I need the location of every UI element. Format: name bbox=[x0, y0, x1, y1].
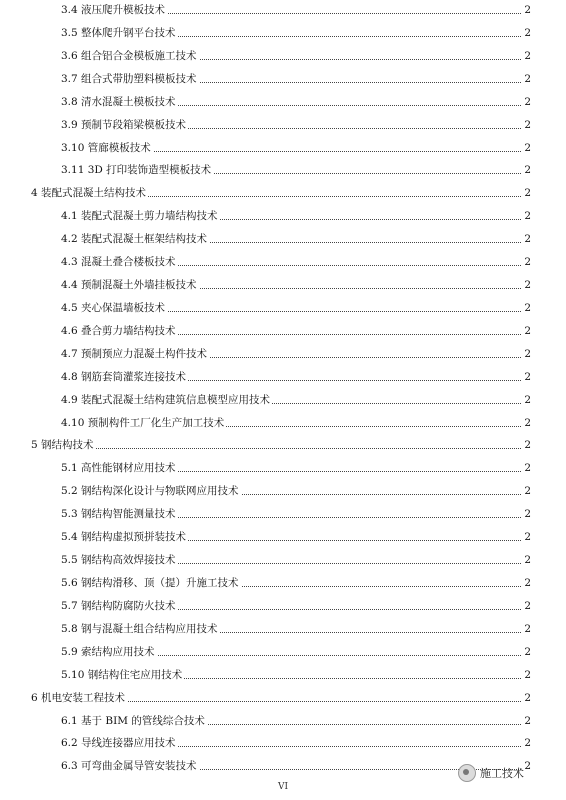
toc-entry-title: 5.4 钢结构虚拟预拼装技术 bbox=[61, 531, 187, 544]
toc-entry[interactable] bbox=[0, 48, 566, 64]
toc-entry-page: 2 bbox=[524, 49, 531, 62]
toc-entry-page: 2 bbox=[524, 531, 531, 544]
toc-entry-title: 5.10 钢结构住宅应用技术 bbox=[61, 668, 183, 681]
toc-entry[interactable] bbox=[0, 735, 566, 751]
toc-entry-page: 2 bbox=[524, 26, 531, 39]
toc-entry-title: 3.9 预制节段箱梁模板技术 bbox=[61, 118, 187, 131]
toc-entry-page: 2 bbox=[524, 439, 531, 452]
toc-entry-page: 2 bbox=[524, 668, 531, 681]
toc-entry[interactable] bbox=[0, 94, 566, 110]
toc-entry-page: 2 bbox=[524, 645, 531, 658]
watermark bbox=[458, 764, 524, 782]
toc-entry[interactable] bbox=[0, 231, 566, 247]
toc-entry-page: 2 bbox=[524, 95, 531, 108]
toc-entry[interactable] bbox=[0, 369, 566, 385]
toc-entry-title: 3.10 管廊模板技术 bbox=[61, 141, 151, 154]
toc-entry-page: 2 bbox=[524, 347, 531, 360]
toc-entry-page: 2 bbox=[524, 554, 531, 567]
toc-leader-dots bbox=[31, 448, 525, 449]
toc-entry-title: 6.1 基于 BIM 的管线综合技术 bbox=[61, 714, 205, 727]
toc-entry-title: 4.5 夹心保温墙板技术 bbox=[61, 301, 166, 314]
toc-entry-title: 3.5 整体爬升钢平台技术 bbox=[61, 26, 176, 39]
toc-entry-page: 2 bbox=[524, 485, 531, 498]
toc-entry-page: 2 bbox=[524, 164, 531, 177]
toc-entry-title: 3.4 液压爬升模板技术 bbox=[61, 4, 166, 16]
toc-entry-page: 2 bbox=[524, 370, 531, 383]
toc-entry-title: 5.7 钢结构防腐防火技术 bbox=[61, 599, 176, 612]
toc-entry[interactable] bbox=[0, 208, 566, 224]
toc-entry-title: 4.9 装配式混凝土结构建筑信息模型应用技术 bbox=[61, 393, 271, 406]
toc-entry[interactable] bbox=[0, 713, 566, 729]
wechat-channel-icon bbox=[458, 764, 476, 782]
toc-entry-page: 2 bbox=[524, 141, 531, 154]
toc-entry[interactable] bbox=[0, 690, 566, 706]
toc-entry-page: 2 bbox=[524, 187, 531, 200]
toc-entry[interactable] bbox=[0, 346, 566, 362]
toc-entry-title: 5.9 索结构应用技术 bbox=[61, 645, 155, 658]
toc-entry-page: 2 bbox=[524, 714, 531, 727]
toc-entry[interactable] bbox=[0, 621, 566, 637]
toc-entry-title: 5.1 高性能钢材应用技术 bbox=[61, 462, 176, 475]
toc-entry[interactable] bbox=[0, 25, 566, 41]
toc-entry[interactable] bbox=[0, 644, 566, 660]
toc-entry-page: 2 bbox=[524, 577, 531, 589]
toc-entry[interactable] bbox=[0, 254, 566, 270]
toc-entry-page: 2 bbox=[524, 210, 531, 223]
toc-entry-page: 2 bbox=[524, 279, 531, 292]
toc-entry[interactable] bbox=[0, 415, 566, 431]
toc-entry-title: 4.7 预制预应力混凝土构件技术 bbox=[61, 347, 208, 360]
toc-entry[interactable] bbox=[0, 323, 566, 339]
toc-entry-title: 3.11 3D 打印装饰造型模板技术 bbox=[61, 164, 212, 177]
toc-entry-page: 2 bbox=[524, 118, 531, 131]
toc-entry-page: 2 bbox=[524, 416, 531, 429]
toc-entry-page: 2 bbox=[524, 691, 531, 704]
toc-entry-title: 6.2 导线连接器应用技术 bbox=[61, 737, 176, 750]
toc-entry-page: 2 bbox=[524, 622, 531, 635]
toc-entry-title: 5.5 钢结构高效焊接技术 bbox=[61, 554, 176, 567]
page-number: VI bbox=[278, 782, 289, 792]
toc-entry-title: 4.8 钢筋套筒灌浆连接技术 bbox=[61, 370, 187, 383]
toc-entry-title: 4.3 混凝土叠合楼板技术 bbox=[61, 256, 176, 269]
toc-entry-page: 2 bbox=[524, 760, 531, 773]
toc-entry[interactable] bbox=[0, 506, 566, 522]
toc-entry[interactable] bbox=[0, 185, 566, 201]
toc-entry-title: 5.6 钢结构滑移、顶（提）升施工技术 bbox=[61, 577, 239, 589]
toc-entry[interactable] bbox=[0, 71, 566, 87]
toc-entry-page: 2 bbox=[524, 256, 531, 269]
toc-entry[interactable] bbox=[0, 300, 566, 316]
toc-entry[interactable] bbox=[0, 552, 566, 568]
toc-entry-page: 2 bbox=[524, 301, 531, 314]
toc-entry[interactable] bbox=[0, 529, 566, 545]
toc-entry-title: 6 机电安装工程技术 bbox=[31, 691, 126, 704]
toc-entry-page: 2 bbox=[524, 72, 531, 85]
toc-entry-title: 4.2 装配式混凝土框架结构技术 bbox=[61, 233, 208, 246]
toc-entry[interactable] bbox=[0, 162, 566, 178]
toc-entry-title: 4.6 叠合剪力墙结构技术 bbox=[61, 324, 176, 337]
watermark-text: 施工技术 bbox=[480, 767, 524, 780]
toc-entry-title: 5 钢结构技术 bbox=[31, 439, 94, 452]
toc-entry[interactable] bbox=[0, 117, 566, 133]
toc-entry[interactable] bbox=[0, 667, 566, 683]
toc-entry[interactable] bbox=[0, 392, 566, 408]
toc-entry-title: 5.3 钢结构智能测量技术 bbox=[61, 508, 176, 521]
toc-entry-page: 2 bbox=[524, 462, 531, 475]
toc-entry-title: 3.7 组合式带肋塑料模板技术 bbox=[61, 72, 197, 85]
toc-entry-page: 2 bbox=[524, 233, 531, 246]
toc-entry-title: 3.8 清水混凝土模板技术 bbox=[61, 95, 176, 108]
toc-entry-title: 5.2 钢结构深化设计与物联网应用技术 bbox=[61, 485, 239, 498]
toc-entry-title: 5.8 钢与混凝土组合结构应用技术 bbox=[61, 622, 218, 635]
toc-entry[interactable] bbox=[0, 2, 566, 18]
toc-entry[interactable] bbox=[0, 277, 566, 293]
toc-entry-title: 4.1 装配式混凝土剪力墙结构技术 bbox=[61, 210, 218, 223]
toc-entry-title: 4 装配式混凝土结构技术 bbox=[31, 187, 147, 200]
toc-entry-page: 2 bbox=[524, 324, 531, 337]
toc-entry-page: 2 bbox=[524, 393, 531, 406]
toc-entry-title: 4.4 预制混凝土外墙挂板技术 bbox=[61, 279, 197, 292]
toc-entry[interactable] bbox=[0, 460, 566, 476]
toc-entry-title: 3.6 组合铝合金模板施工技术 bbox=[61, 49, 197, 62]
toc-entry[interactable] bbox=[0, 140, 566, 156]
toc-entry-page: 2 bbox=[524, 737, 531, 750]
toc-entry-page: 2 bbox=[524, 4, 531, 16]
toc-entry-title: 6.3 可弯曲金属导管安装技术 bbox=[61, 760, 197, 773]
toc-entry-page: 2 bbox=[524, 599, 531, 612]
toc-entry[interactable] bbox=[0, 437, 566, 453]
toc-entry[interactable] bbox=[0, 598, 566, 614]
toc-entry-page: 2 bbox=[524, 508, 531, 521]
toc-entry-title: 4.10 预制构件工厂化生产加工技术 bbox=[61, 416, 225, 429]
toc-entry[interactable] bbox=[0, 483, 566, 499]
toc-entry[interactable] bbox=[0, 575, 566, 591]
